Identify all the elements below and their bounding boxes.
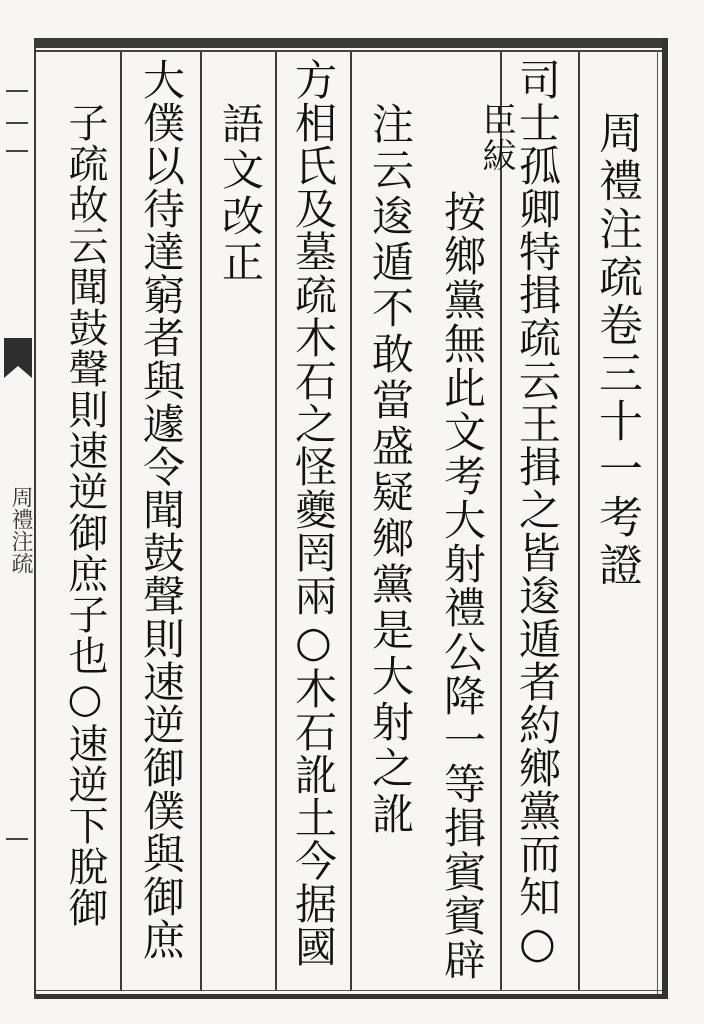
text-column: 語文改正 (216, 102, 265, 286)
column-divider (275, 52, 277, 990)
margin-mark (6, 122, 28, 124)
text-column: 司士孤卿特揖疏云王揖之皆逡遁者約鄉黨而知○ (513, 58, 562, 968)
margin-mark (6, 90, 28, 92)
top-border (36, 38, 668, 48)
page-margin (0, 38, 36, 999)
author-note: 臣紱 (476, 102, 516, 174)
bottom-border (36, 994, 668, 999)
text-column: 按鄉黨無此文考大射禮公降一等揖賓賓辟 (438, 190, 487, 982)
text-column: 子疏故云聞鼓聲則速逆御庶子也○速逆下脫御 (62, 102, 108, 928)
text-column: 方相氏及墓疏木石之怪夔罔兩○木石訛土今据國 (289, 58, 338, 968)
column-divider (120, 52, 122, 990)
column-divider (578, 52, 580, 990)
fish-tail-mark (4, 338, 32, 378)
margin-mark (6, 838, 28, 840)
top-border-inner (36, 50, 668, 52)
column-divider (350, 52, 352, 990)
column-divider (500, 52, 502, 990)
bottom-border-inner (36, 990, 668, 991)
column-divider (200, 52, 202, 990)
margin-title: 周禮注疏 (8, 486, 33, 574)
text-column: 注云逡遁不敢當盛疑鄉黨是大射之訛 (366, 102, 415, 838)
margin-border (34, 38, 36, 999)
margin-mark (6, 150, 28, 152)
text-column: 大僕以待達窮者與遽令聞鼓聲則速逆御僕與御庶 (137, 58, 186, 961)
chapter-title: 周禮注疏卷三十一考證 (591, 110, 642, 590)
right-border-inner (657, 50, 658, 994)
right-border (662, 38, 668, 999)
